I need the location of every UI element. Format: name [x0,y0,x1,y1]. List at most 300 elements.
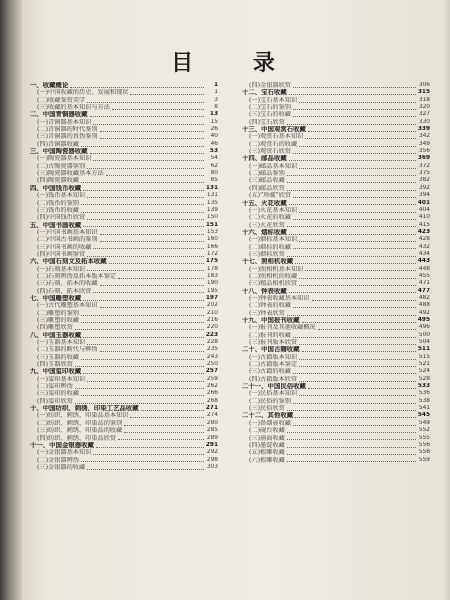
toc-section-entry [30,133,218,140]
dot-leader [299,365,416,367]
toc-entry-title: (一)中国收藏的历史、发展和现状 [37,89,129,97]
dot-leader [299,145,416,147]
toc-entry-title: (四)金银器欣赏 [249,82,291,89]
toc-entry-title: (三)收藏的基本知识与方法 [37,104,110,112]
toc-section-entry [30,420,218,427]
dot-leader [308,387,416,389]
dot-leader [93,291,204,293]
toc-section-entry [242,420,430,427]
toc-section-entry [242,82,430,89]
toc-entry-title: 九、中国玺印收藏 [30,368,82,376]
toc-entry-title: 十九、中国报刊收藏 [242,317,300,324]
toc-section-entry [242,222,430,229]
toc-entry-title: (四)玺印欣赏 [37,397,73,405]
toc-section-entry [30,89,218,96]
toc-section-entry [30,457,218,464]
toc-entry-title: (四)墨锭收藏 [249,441,285,449]
dot-leader [90,115,204,117]
toc-entry-title: (四)石刻、拓本欣赏 [37,287,92,295]
toc-chapter-entry [30,82,218,89]
toc-page-number: 160 [206,236,218,243]
toc-page-number: 243 [206,353,218,360]
toc-section-entry [242,354,430,361]
toc-section-entry [242,236,430,243]
toc-section-entry [242,310,430,317]
toc-entry-title: (二)照相机的收藏 [249,272,298,280]
toc-entry-title: (六)根雕收藏 [249,456,285,464]
toc-section-entry [242,273,430,280]
toc-section-entry [30,273,218,280]
toc-page-number: 291 [205,441,218,448]
toc-section-entry [30,229,218,236]
toc-entry-title: (一)报刊及其他收藏概况 [249,324,316,332]
toc-page-number: 521 [418,361,430,368]
toc-page-number: 375 [418,170,430,177]
toc-chapter-entry [242,346,430,353]
toc-entry-title: (三)宝石的收藏 [249,111,291,119]
toc-entry-title: (一)陶瓷器基本知识 [37,155,92,163]
dot-leader [287,453,416,455]
dot-leader [299,167,416,169]
toc-page-number: 15 [210,118,218,125]
toc-page-number: 342 [418,133,430,140]
toc-section-entry [30,464,218,471]
dot-leader [299,394,416,396]
dot-leader [93,123,204,125]
toc-page-number: 40 [210,133,218,140]
toc-chapter-entry [30,368,218,375]
toc-section-entry [30,266,218,273]
toc-section-entry [30,324,218,331]
dot-leader [287,460,416,462]
toc-entry-title: (三)金银器的收藏 [37,463,86,471]
toc-entry-title: 二十一、中国民俗收藏 [242,383,306,391]
dot-leader [75,365,204,367]
toc-section-entry [242,302,430,309]
toc-section-entry [242,133,430,140]
dot-leader [75,387,204,389]
toc-entry-title: (二)中国古书画的鉴别 [37,236,98,244]
toc-page-number: 356 [418,148,430,155]
toc-page-number: 415 [418,221,430,228]
toc-page-number: 268 [206,397,218,404]
toc-page-number: 266 [206,390,218,397]
dot-leader [293,402,416,404]
toc-section-entry [242,170,430,177]
toc-chapter-entry [242,288,430,295]
toc-page-number: 330 [418,118,430,125]
toc-page-number: 1 [213,82,218,88]
dot-leader [299,380,416,382]
dot-leader [293,336,416,338]
toc-page-number: 443 [417,258,430,265]
toc-entry-title: (二)钱币的鉴别 [37,199,79,207]
toc-page-number: 285 [206,427,218,434]
toc-page-number: 183 [206,272,218,279]
toc-section-entry [30,244,218,251]
dot-leader [287,409,416,411]
toc-page-number: 306 [418,82,430,88]
dot-leader [299,211,416,213]
toc-page-number: 392 [418,184,430,191]
toc-section-entry [30,119,218,126]
toc-page-number: 410 [418,214,430,221]
toc-section-entry [242,244,430,251]
toc-entry-title: (一)玺印基本知识 [37,375,86,383]
toc-entry-title: (二)古籍版本鉴定 [249,361,298,369]
toc-page-number: 195 [206,287,218,294]
dot-leader [299,284,416,286]
toc-page-number: 496 [418,324,430,331]
toc-section-entry [30,163,218,170]
toc-entry-title: (三)纺织、刺绣、印染品的收藏 [37,427,123,435]
toc-entry-title: (三)古籍的收藏 [249,368,291,376]
toc-entry-title: (五)根雕收藏 [249,449,285,457]
toc-section-entry [30,251,218,258]
dot-leader [87,468,204,470]
toc-entry-title: 十六、烟标收藏 [242,228,287,236]
toc-entry-title: (四)中国书画鉴赏 [37,250,86,258]
toc-page-number: 53 [209,148,218,155]
dot-leader [112,108,204,110]
dot-leader [308,130,416,132]
dot-leader [87,167,204,169]
toc-chapter-entry [30,258,218,265]
toc-entry-title: (一)古代雕塑基本知识 [37,302,98,310]
toc-section-entry [30,177,218,184]
dot-leader [100,350,204,352]
dot-leader [287,314,416,316]
toc-page-number: 262 [206,383,218,390]
toc-entry-title: (一)金银器基本知识 [37,449,92,457]
dot-leader [83,336,204,338]
dot-leader [299,277,416,279]
dot-leader [81,460,204,462]
toc-entry-title: (三)钱币的收藏 [37,206,79,214]
toc-section-entry [30,207,218,214]
toc-section-entry [242,361,430,368]
toc-entry-title: (二)玉器的断代与辨伪 [37,346,98,354]
toc-entry-title: 二十、中国古籍收藏 [242,346,300,354]
toc-page-number: 555 [418,434,430,441]
toc-section-entry [30,354,218,361]
toc-page-number: 423 [417,228,430,235]
toc-entry-title: (二)雕塑的鉴别 [37,309,79,317]
toc-section-entry [30,361,218,368]
toc-section-entry [30,126,218,133]
toc-page-number: 455 [418,272,430,279]
toc-section-entry [30,310,218,317]
toc-page-number: 175 [205,258,218,265]
dot-leader [81,181,204,183]
toc-page-number: 172 [206,250,218,257]
toc-page-number: 432 [418,243,430,250]
dot-leader [287,225,416,227]
toc-page-number: 210 [206,309,218,316]
toc-section-entry [242,339,430,346]
toc-chapter-entry [30,405,218,412]
toc-section-entry [242,435,430,442]
dot-leader [318,328,416,330]
dot-leader [287,181,416,183]
dot-leader [287,189,416,191]
toc-page-number: 541 [418,405,430,412]
dot-leader [83,189,204,191]
toc-chapter-entry [30,295,218,302]
toc-page-number: 216 [206,317,218,323]
toc-page-number: 488 [418,302,430,309]
dot-leader [287,438,416,440]
toc-entry-title: (五)“珍邮”欣赏 [249,192,292,200]
dot-leader [81,321,204,323]
toc-entry-title: (四)宝石欣赏 [249,118,285,126]
toc-entry-title: (一)中国书画基本知识 [37,228,98,236]
toc-entry-title: 二、中国青铜器收藏 [30,111,88,119]
toc-entry-title: (四)古籍版本欣赏 [249,375,298,383]
toc-page-number: 280 [206,419,218,426]
toc-section-entry [30,427,218,434]
toc-entry-title: (一)烟标基本知识 [249,236,298,244]
toc-entry-title: (三)扇面收藏 [249,434,285,442]
toc-page-number: 482 [418,294,430,301]
dot-leader [118,438,204,440]
toc-entry-title: (一)青铜器基本知识 [37,118,92,126]
toc-page-number: 434 [418,250,430,257]
toc-section-entry [30,280,218,287]
dot-leader [289,291,416,293]
toc-page-number: 545 [417,412,430,419]
dot-leader [81,314,204,316]
toc-section-entry [30,200,218,207]
toc-entry-title: 十四、邮品收藏 [242,155,287,163]
toc-section-entry [242,457,430,464]
toc-entry-title: 七、中国雕塑收藏 [30,294,82,302]
toc-chapter-entry [242,126,430,133]
dot-leader [87,196,204,198]
dot-leader [305,269,416,271]
dot-leader [299,240,416,242]
dot-leader [93,159,204,161]
dot-leader [70,86,204,88]
toc-entry-title: (三)烟标欣赏 [249,250,285,258]
toc-chapter-entry [242,229,430,236]
dot-leader [83,299,204,301]
dot-leader [302,321,416,323]
toc-section-entry [242,207,430,214]
toc-section-entry [242,427,430,434]
toc-page-number: 369 [417,155,430,162]
toc-page-number: 150 [206,214,218,221]
toc-section-entry [30,339,218,346]
dot-leader [287,174,416,176]
toc-page-number: 401 [417,199,430,206]
toc-section-entry [242,119,430,126]
dot-leader [287,255,416,257]
toc-entry-title: (四)陶瓷器收藏 [37,177,79,185]
toc-entry-title: 一、收藏概论 [30,82,69,89]
toc-page-number: 515 [418,353,430,360]
toc-section-entry [242,449,430,456]
toc-page-number: 131 [206,192,218,199]
toc-page-number: 549 [418,419,430,426]
toc-entry-title: (一)民俗基本知识 [249,390,298,398]
dot-leader [305,137,416,139]
toc-entry-title: 二十二、其他收藏 [242,412,294,420]
dot-leader [81,145,204,147]
toc-page-number: 235 [206,346,218,353]
toc-entry-title: (三)陶瓷器收藏基本方法 [37,170,104,178]
toc-section-entry [30,346,218,353]
toc-section-entry [242,214,430,221]
toc-entry-title: (二)古陶瓷器鉴别 [37,162,86,170]
dot-leader [287,123,416,125]
toc-page-number: 394 [418,192,430,199]
toc-page-number: 271 [205,405,218,412]
dot-leader [293,108,416,110]
toc-page-number: 471 [418,280,430,287]
toc-entry-title: (一)钱币基本知识 [37,192,86,200]
toc-section-entry [242,111,430,118]
toc-entry-title: (二)观赏石的收藏 [249,140,298,148]
toc-page-number: 257 [205,368,218,375]
toc-page-number: 533 [417,383,430,390]
toc-chapter-entry [30,442,218,449]
toc-page [22,0,450,600]
toc-page-number: 339 [417,126,430,133]
toc-page-number: 556 [418,441,430,448]
toc-entry-title: (三)玉器的收藏 [37,353,79,361]
toc-section-entry [242,368,430,375]
dot-leader [106,174,204,176]
toc-page-number: 558 [418,449,430,456]
toc-entry-title: 八、中国玉器收藏 [30,331,82,339]
toc-entry-title: (三)青铜器的真伪鉴别 [37,133,98,141]
toc-page-number: 54 [210,155,218,162]
toc-section-entry [30,214,218,221]
dot-leader [83,225,204,227]
toc-page-number: 504 [418,339,430,346]
toc-entry-title: (三)邮品收藏 [249,177,285,185]
toc-entry-title: (一)玉器基本知识 [37,339,86,347]
toc-entry-title: (三)钟表欣赏 [249,309,285,317]
toc-page-number: 477 [417,287,430,294]
toc-chapter-entry [242,317,430,324]
toc-entry-title: 十五、火花收藏 [242,199,287,207]
toc-entry-title: (三)报刊版本欣赏 [249,339,298,347]
toc-page-number: 448 [418,265,430,272]
dot-leader [312,299,416,301]
toc-section-entry [30,376,218,383]
toc-page-number: 528 [418,375,430,382]
toc-entry-title: (三)雕塑的收藏 [37,317,79,324]
toc-entry-title: (一)照相机基本知识 [249,265,304,273]
toc-entry-title: (三)观赏石欣赏 [249,148,291,156]
toc-entry-title: (一)邮品基本知识 [249,162,298,170]
toc-section-entry [242,97,430,104]
toc-section-entry [242,324,430,331]
toc-section-entry [242,266,430,273]
toc-page-number: 372 [418,162,430,169]
toc-chapter-entry [242,383,430,390]
toc-entry-title: 五、中国书画收藏 [30,221,82,229]
toc-page-number: 320 [418,104,430,111]
toc-entry-title: (二)火花的收藏 [249,214,291,222]
toc-entry-title: (一)纺织、刺绣、印染品基本知识 [37,412,129,420]
toc-page-number: 139 [206,206,218,213]
toc-page-number: 220 [206,324,218,331]
toc-section-entry [30,155,218,162]
dot-leader [289,93,416,95]
toc-entry-title: (二)纺织、刺绣、印染品的鉴别 [37,419,123,427]
dot-leader [87,380,204,382]
toc-page-number: 80 [210,170,218,177]
toc-section-entry [30,104,218,111]
toc-section-entry [30,97,218,104]
toc-section-entry [242,192,430,199]
dot-leader [96,446,204,448]
toc-entry-title: 十、中国纺织、刺绣、印染工艺品收藏 [30,405,139,413]
toc-section-entry [30,302,218,309]
dot-leader [295,262,416,264]
toc-chapter-entry [242,200,430,207]
toc-entry-title: (三)石刻、拓本的收藏 [37,280,98,288]
toc-page-number: 315 [417,89,430,96]
toc-page-number: 250 [206,361,218,368]
toc-chapter-entry [242,89,430,96]
page-title: 目 录 [171,50,301,76]
dot-leader [118,277,204,279]
toc-section-entry [30,317,218,324]
toc-chapter-entry [30,185,218,192]
dot-leader [293,424,416,426]
toc-entry-title: (二)民俗的鉴别 [249,397,291,405]
toc-page-number: 228 [206,339,218,346]
toc-page-number: 303 [206,463,218,470]
toc-section-entry [30,449,218,456]
toc-section-entry [30,412,218,419]
toc-page-number: 404 [418,206,430,213]
toc-entry-title: (二)烟标的收藏 [249,243,291,251]
dot-leader [124,424,204,426]
toc-page-number: 349 [418,140,430,147]
toc-page-number: 552 [418,427,430,434]
toc-section-entry [30,383,218,390]
toc-page-number: 428 [418,236,430,243]
toc-page-number: 1 [214,89,218,96]
toc-chapter-entry [30,111,218,118]
toc-page-number: 151 [205,221,218,228]
toc-section-entry [242,332,430,339]
dot-leader [293,115,416,117]
toc-page-number: 500 [418,331,430,338]
toc-entry-title: 十三、中国观赏石收藏 [242,126,306,134]
toc-entry-title: (三)火花欣赏 [249,221,285,229]
toc-entry-title: (三)中国书画的收藏 [37,243,92,251]
toc-entry-title: (二)石刻辨伪及拓本版本鉴定 [37,272,117,280]
dot-leader [83,372,204,374]
dot-leader [293,196,416,198]
toc-section-entry [30,435,218,442]
toc-page-number: 511 [417,346,430,353]
dot-leader [293,152,416,154]
toc-chapter-entry [30,222,218,229]
toc-page-number: 13 [209,111,218,118]
toc-chapter-entry [242,258,430,265]
toc-page-number: 178 [206,265,218,272]
toc-entry-title: 十八、钟表收藏 [242,287,287,295]
toc-chapter-entry [30,148,218,155]
toc-entry-title: 十七、照相机收藏 [242,258,294,266]
